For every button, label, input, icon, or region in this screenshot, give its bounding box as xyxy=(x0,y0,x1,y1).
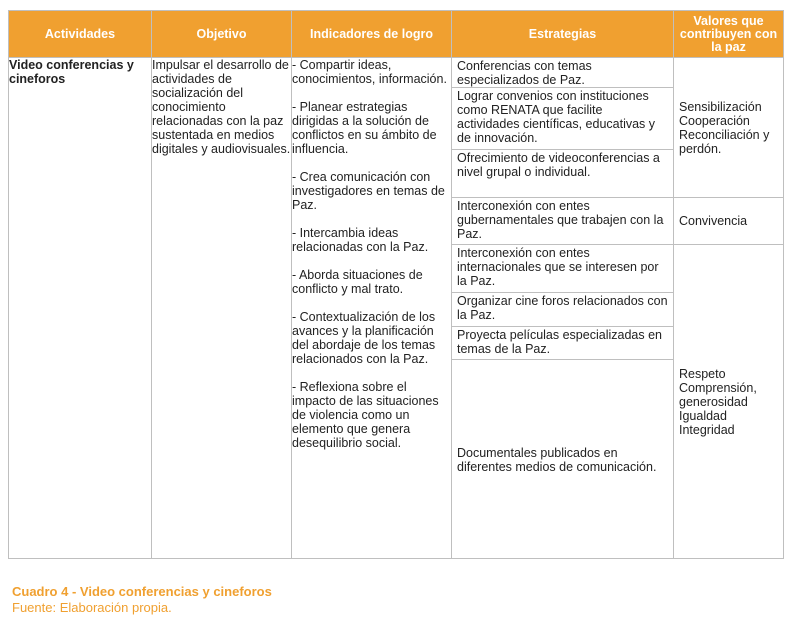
values-cell xyxy=(674,58,784,559)
table-caption xyxy=(12,584,272,616)
header-estrategias: Estrategias xyxy=(452,11,674,58)
strategy-item: Conferencias con temas especializados de Paz. xyxy=(452,58,673,88)
indicator-item: - Intercambia ideas relacionadas con la Paz. xyxy=(292,226,429,254)
value-text: Cooperación xyxy=(679,113,750,128)
value-text: Convivencia xyxy=(679,214,748,228)
strategy-item: Organizar cine foros relacionados con la Paz. xyxy=(452,293,673,327)
strategy-item: Lograr convenios con instituciones como RENATA que facilite actividades científicas, educativas y de innovación. xyxy=(452,88,673,150)
value-text: Sensibilización xyxy=(679,99,762,114)
caption-source: Fuente: Elaboración propia. xyxy=(12,600,172,615)
table-row xyxy=(9,58,784,559)
objective-cell: Impulsar el desarrollo de actividades de socialización del conocimiento relacionadas con la paz sustentada en medios digitales y audiovisuales. xyxy=(152,58,292,559)
activities-table xyxy=(8,10,784,559)
indicators-cell xyxy=(292,58,452,559)
strategies-cell xyxy=(452,58,674,559)
indicator-item: - Reflexiona sobre el impacto de las situaciones de violencia como un elemento que genera desequilibrio social. xyxy=(292,380,439,450)
activity-cell: Video conferencias y cineforos xyxy=(9,58,152,559)
indicator-item: - Aborda situaciones de conflicto y mal trato. xyxy=(292,268,423,296)
value-text: Respeto xyxy=(679,366,726,381)
header-indicadores: Indicadores de logro xyxy=(292,11,452,58)
strategy-item: Interconexión con entes gubernamentales que trabajen con la Paz. xyxy=(452,198,673,245)
header-valores: Valores que contribuyen con la paz xyxy=(674,11,784,58)
header-actividades: Actividades xyxy=(9,11,152,58)
caption-title: Cuadro 4 - Video conferencias y cineforos xyxy=(12,584,272,599)
values-group xyxy=(674,58,783,198)
value-text: Integridad xyxy=(679,422,735,437)
values-group xyxy=(674,245,783,558)
strategy-item: Proyecta películas especializadas en temas de la Paz. xyxy=(452,327,673,360)
value-text: Igualdad xyxy=(679,408,727,423)
strategy-item: Interconexión con entes internacionales que se interesen por la Paz. xyxy=(452,245,673,293)
indicator-item: - Planear estrategias dirigidas a la solución de conflictos en su ámbito de influencia. xyxy=(292,100,437,156)
header-objetivo: Objetivo xyxy=(152,11,292,58)
values-group xyxy=(674,198,783,245)
indicator-item: - Crea comunicación con investigadores en temas de Paz. xyxy=(292,170,445,212)
value-text: Comprensión, generosidad xyxy=(679,380,757,409)
header-row xyxy=(9,11,784,58)
indicator-item: - Compartir ideas, conocimientos, información. xyxy=(292,58,447,86)
value-text: Reconciliación y perdón. xyxy=(679,127,770,156)
indicator-item: - Contextualización de los avances y la planificación del abordaje de los temas relacionados con la Paz. xyxy=(292,310,436,366)
strategy-item: Ofrecimiento de videoconferencias a nivel grupal o individual. xyxy=(452,150,673,198)
strategy-item: Documentales publicados en diferentes medios de comunicación. xyxy=(457,445,657,474)
